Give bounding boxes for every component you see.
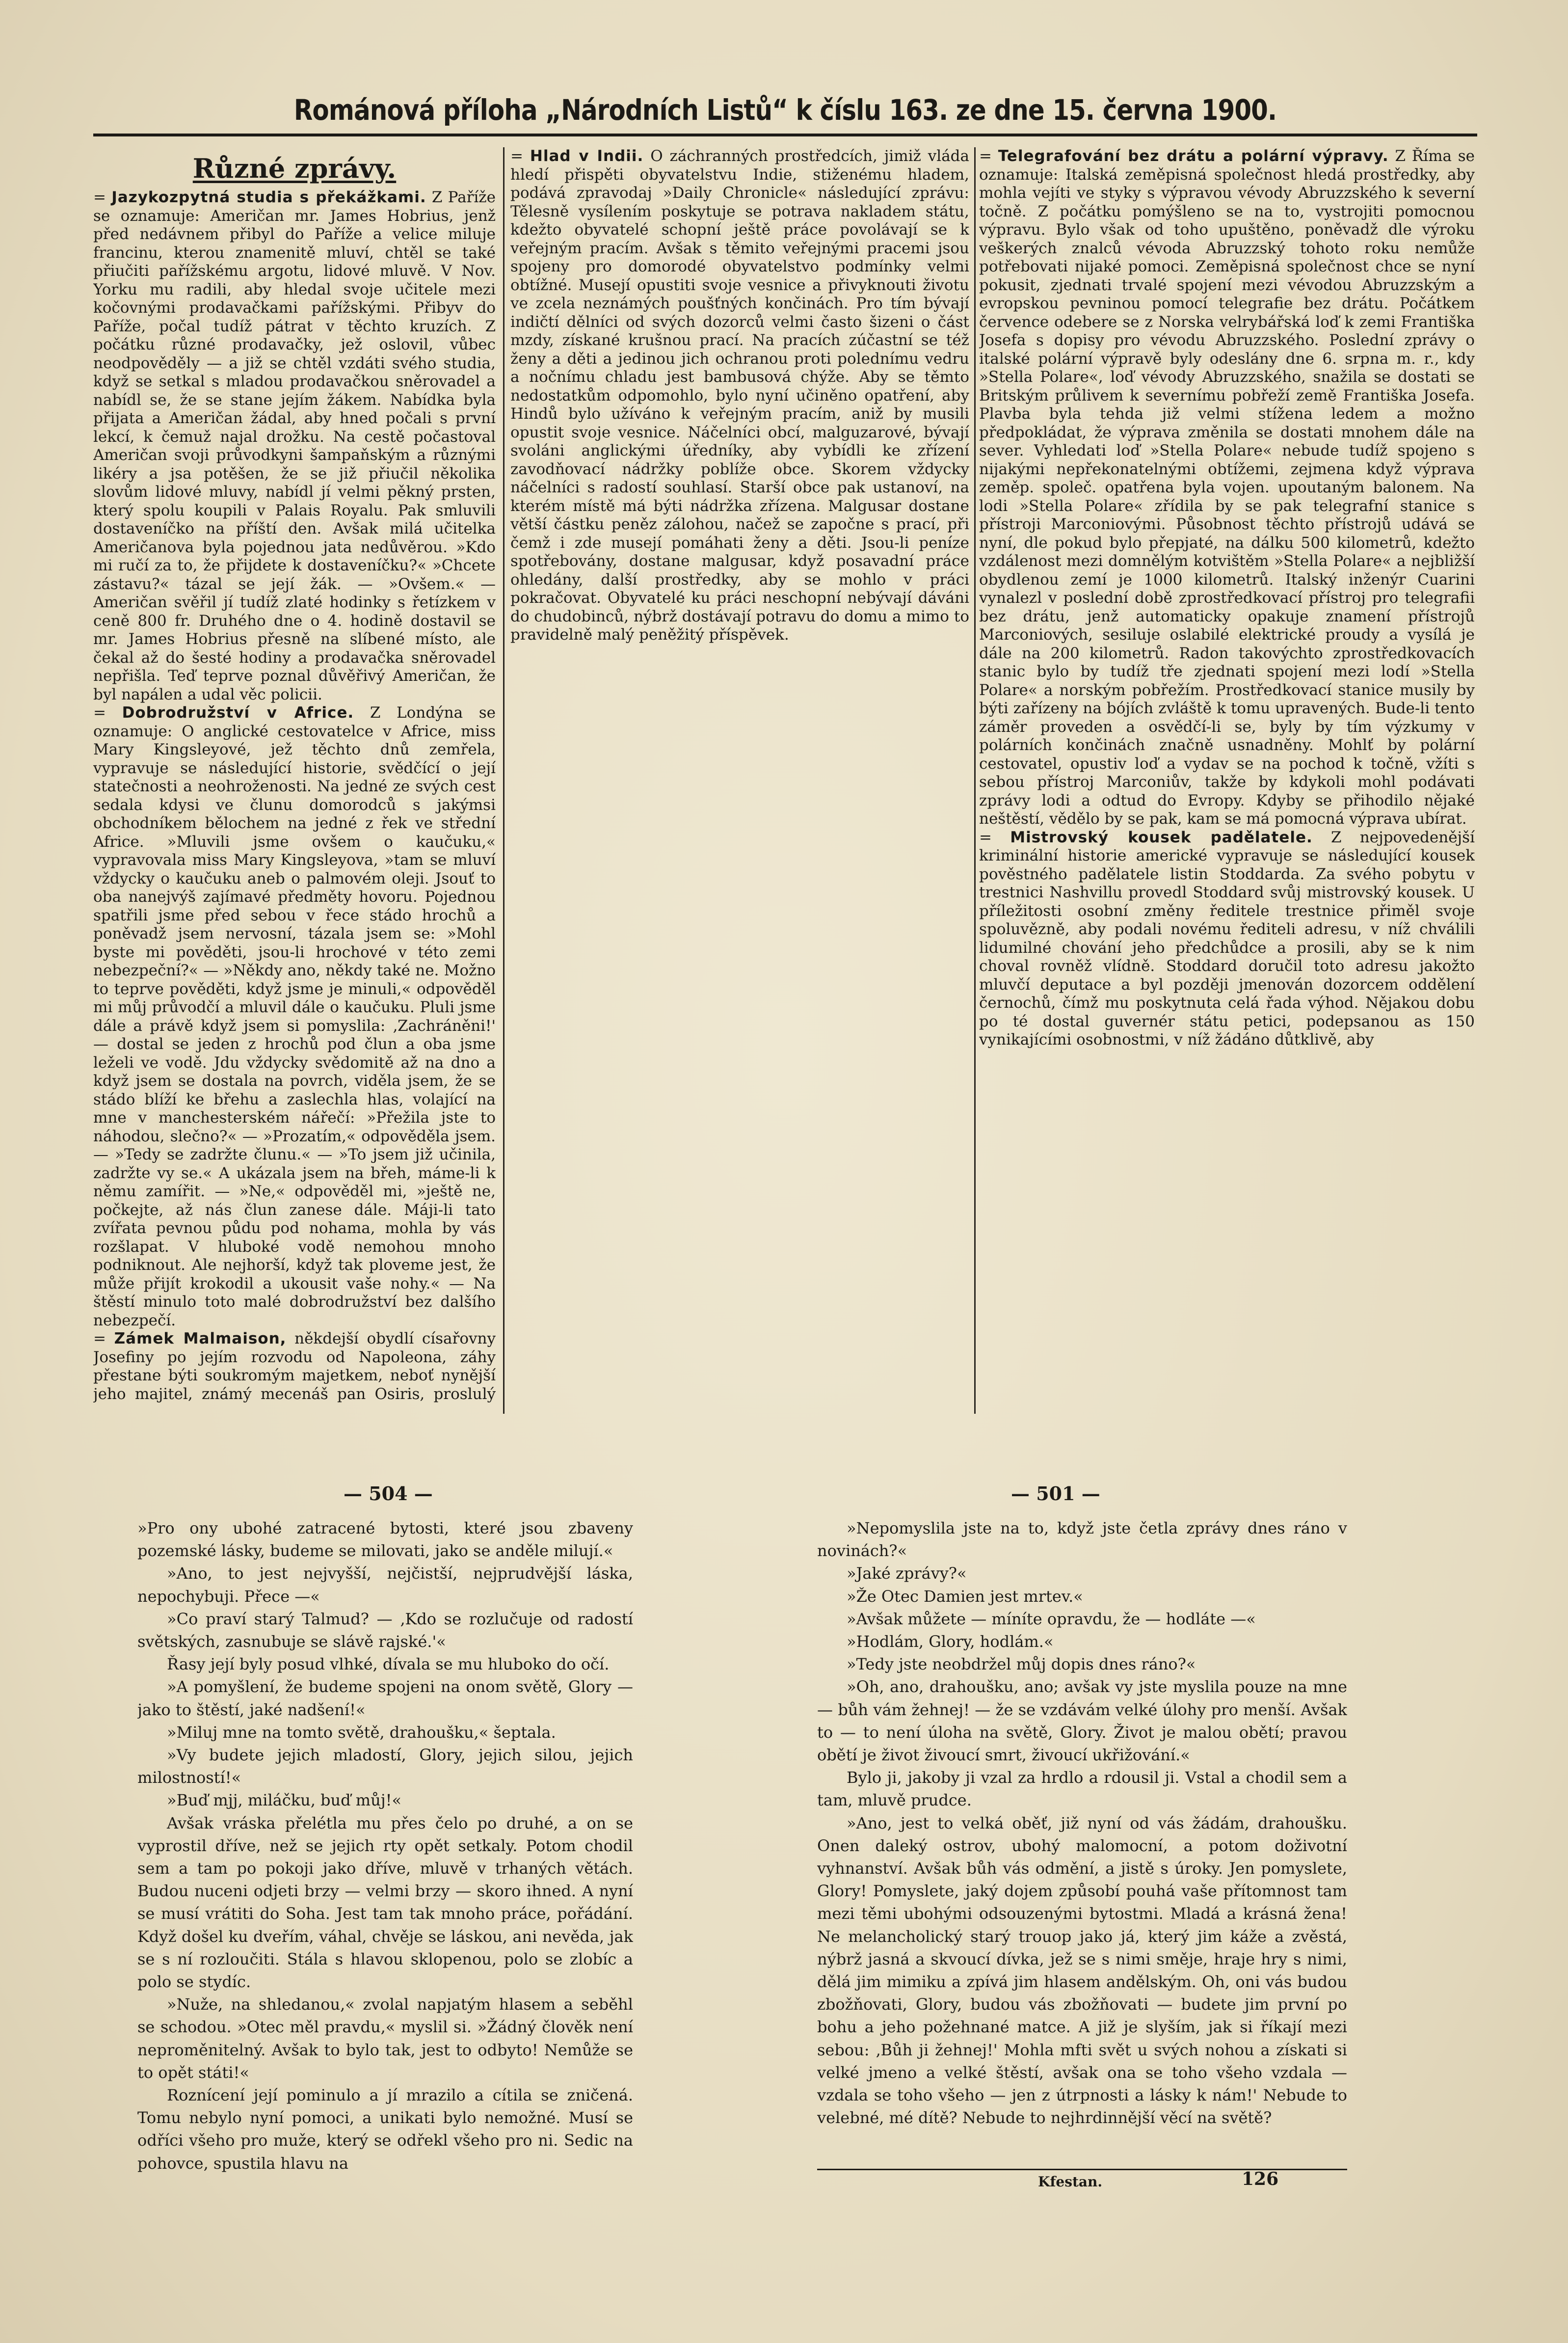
article-5-text: Z Říma se oznamuje: Italská zeměpisná společnost hledá prostředky, aby mohla vejíti ve styky s výpravou vévody Abruzzského k severní točně. Z počátku pomýšleno se na to, vystrojiti pomocnou výpravu. Bylo však od toho upuštěno, poněvadž dle výroku veškerých znalců vévoda Abruzzský tohoto roku nemůže potřebovati nijaké pomoci. Zeměpisná společnost chce se nyní pokusit, zjednati trvalé spojení mezi vévodou Abruzzským a evropskou pevninou pomocí telegrafie bez drátu. Počátkem července odebere se z Norska velrybářská loď k zemi Františka Josefa s dopisy pro vévodu Abruzzského. Poslední zprávy o italské polární výpravě byly odeslány dne 6. srpna m. r., kdy »Stella Polare«, loď vévody Abruzzského, snažila se dostati se Britským průlivem k severnímu pobřeží země Františka Josefa. Plavba byla tehda již velmi stížena ledem a možno předpokládat, že výprava změnila se dostati mnohem dále na sever. Vyhledati loď »Stella Polare« nebude tudíž spojeno s nijakými nepřekonatelnými obtížemi, zejmena když výprava zeměp. společ. opatřena byla vojen. upoutaným balonem. Na lodi »Stella Polare« zřídila by se pak telegrafní stanice s přístroji Marconiovými. Působnost těchto přístrojů udává se nyní, dle pokud bylo přepjaté, na dálku 500 kilometrů, kdežto vzdálenost mezi domnělým kotvištěm »Stella Polare« a nejbližší obydlenou zemí je 1000 kilometrů. Italský inženýr Cuarini vynalezl v poslední době zprostředkovací přístroj pro telegrafii bez drátu, jenž automaticky opakuje znamení přístrojů Marconiových, sesiluje oslabilé elektrické proudy a vysílá je dále na 200 kilometrů. Radon takovýchto zprostředkovacích stanic bylo by tudíž tře zjednati spojení mezi lodí »Stella Polare« a norským pobřežím. Prostředkovací stanice musily by býti zařízeny na bójích zvláště k tomu upravených. Bude-li tento záměr proveden a osvědčí-li se, byly by tím výzkumy v polárních končinách značně usnadněny. Mohlť by polární cestovatel, opustiv loď a vydav se na pochod k točně, vžíti s sebou přístroj Marconiův, takže by kdykoli mohl podávati zprávy lodi a odtud do Evropy. Kdyby se přihodilo nějaké neštěstí, vědělo by se pak, kam se má pomocná výprava ubírat. bbox=[979, 147, 1475, 828]
novel-paragraph: Roznícení její pominulo a jí mrazilo a cítila se zničená. Tomu nebylo nyní pomoci, a unikati bylo nemožné. Musí se odříci všeho pro muže, který se odřekl všeho pro ni. Sedic na pohovce, spustila hlavu na bbox=[137, 2086, 633, 2173]
footer-author: Kfestan. bbox=[1038, 2174, 1103, 2190]
novel-paragraph: »Nepomyslila jste na to, když jste četla zprávy dnes ráno v novinách?« bbox=[817, 1519, 1347, 1561]
news-column-2 bbox=[510, 147, 969, 1404]
novel-paragraph: »Miluj mne na tomto světě, drahoušku,« šeptala. bbox=[167, 1723, 556, 1742]
novel-column-left bbox=[137, 1517, 633, 2194]
article-1-title: Jazykozpytná studia s překážkami. bbox=[111, 189, 426, 206]
novel-paragraph: »Co praví starý Talmud? — ‚Kdo se rozlučuje od radostí světských, zasnubuje se slávě rajské.'« bbox=[137, 1609, 633, 1651]
novel-paragraph: »Nuže, na shledanou,« zvolal napjatým hlasem a seběhl se schodou. »Otec měl pravdu,« myslil si. »Žádný člověk není neproměnitelný. Avšak to bylo tak, jest to odbyto! Nemůže se to opět státi!« bbox=[137, 1995, 633, 2082]
novel-paragraph: Avšak vráska přelétla mu přes čelo po druhé, a on se vyprostil dříve, než se jejich rty opět setkaly. Potom chodil sem a tam po pokoji jako dříve, mluvě v trhaných větách. Budou nuceni odjeti brzy — velmi brzy — skoro ihned. A nyní se musí vrátiti do Soha. Jest tam tak mnoho práce, pořádání. Když došel ku dveřím, váhal, chvěje se láskou, ani nevěda, jak se s ní rozloučiti. Stála s hlavou sklopenou, polo se zlobíc a polo se stydíc. bbox=[137, 1813, 633, 1992]
novel-paragraph: »Hodlám, Glory, hodlám.« bbox=[847, 1632, 1054, 1651]
novel-paragraph: »Že Otec Damien jest mrtev.« bbox=[847, 1587, 1083, 1606]
novel-paragraph: Bylo ji, jakoby ji vzal za hrdlo a rdousil ji. Vstal a chodil sem a tam, mluvě prudce. bbox=[817, 1768, 1347, 1810]
news-column-3 bbox=[979, 147, 1475, 1404]
page-header: Románová příloha „Národních Listů“ k číslu 163. ze dne 15. června 1900. bbox=[293, 93, 1277, 127]
novel-paragraph: »Ano, to jest nejvyšší, nejčistší, nejprudvější láska, nepochybuji. Přece —« bbox=[137, 1564, 633, 1606]
article-6: = Mistrovský kousek padělatele. Z nejpovedenější kriminální historie americké vypravuje se následující kousek pověstného padělatele listin Stoddarda. Za svého pobytu v trestnici Nashvillu provedl Stoddard svůj mistrovský kousek. U příležitosti osobní změny ředitele trestnice přiměl svoje spoluvězně, aby podali novému řediteli adresu, v níž chválili lidumilné chování jeho předchůdce a prosili, aby se k nim choval rovněž vlídně. Stoddard doručil toto adresu jakožto mluvčí deputace a byl později jmenován dozorcem oddělení černochů, čímž mu poskytnuta celá řada výhod. Nějakou dobu po té dostal guvernér státu petici, podepsanou as 150 vynikajícími osobnostmi, v níž žádáno důtklivě, aby bbox=[979, 828, 1475, 1049]
header-rule bbox=[93, 134, 1477, 136]
novel-column-right bbox=[817, 1517, 1347, 2194]
article-1-text: Z Paříže se oznamuje: Američan mr. James Hobrius, jenž před nedávnem přibyl do Paříže a velice miluje francinu, kterou znamenitě mluví, chtěl se také přiučiti pařížskému argotu, lidové mluvě. V Nov. Yorku mu radili, aby hledal svoje učitele mezi kočovnými prodavačkami pařížskými. Přibyv do Paříže, počal tudíž pátrat v těchto kruzích. Z počátku různé prodavačky, jež oslovil, vůbec neodpověděly — a již se chtěl vzdáti svého studia, když se setkal s mladou prodavačkou sněrovadel a nabídl se, že se stane jejím žákem. Nabídka byla přijata a Američan žádal, aby hned počali s první lekcí, k čemuž najal drožku. Na cestě počastoval Američan svoji průvodkyni šampaňským a různými likéry a jsa potěšen, že se již přiučil několika slovům lidové mluvy, nabídl jí velmi pěkný prsten, který spolu koupili v Palais Royalu. Pak smluvili dostaveníčko na příští den. Avšak milá učitelka Američanova byla pojednou jata nedůvěrou. »Kdo mi ručí za to, že přijdete k dostaveníčku?« »Chcete zástavu?« tázal se její žák. — »Ovšem.« — Američan svěřil jí tudíž zlaté hodinky s řetízkem v ceně 800 fr. Druhého dne o 4. hodině dostavil se mr. James Hobrius přesně na slíbené místo, ale čekal až do šesté hodiny a prodavačka sněrovadel nepřišla. Teď teprve poznal důvěřivý Američan, že byl napálen a udal věc policii. bbox=[93, 189, 496, 703]
article-2-text: Z Londýna se oznamuje: O anglické cestovatelce v Africe, miss Mary Kingsleyové, jež těchto dnů zemřela, vypravuje se následující historie, svědčící o její statečnosti a neohroženosti. Na jedné ze svých cest sedala kdysi ve člunu domorodců s jakýmsi obchodníkem bělochem na jedné z řek ve střední Africe. »Mluvili jsme ovšem o kaučuku,« vypravovala miss Mary Kingsleyova, »tam se mluví vždycky o kaučuku aneb o palmovém oleji. Jsouť to oba nanejvýš zajímavé předměty hovoru. Pojednou spatřili jsme před sebou v řece stádo hrochů a poněvadž jsem nervosní, tázala jsem se: »Mohl byste mi pověděti, jsou-li hrochové v této zemi nebezpeční?« — »Někdy ano, někdy také ne. Možno to teprve pověděti, když jsme je minuli,« odpověděl mi můj průvodčí a mluvil dále o kaučuku. Pluli jsme dále a právě když jsem si pomyslila: ‚Zachráněni!' — dostal se jeden z hrochů pod člun a oba jsme leželi ve vodě. Jdu vždycky svědomitě až na dno a když jsem se dostala na povrch, viděla jsem, že se stádo blíží ke břehu a zaslechla hlas, volající na mne v manchesterském nářečí: »Přežila jste to náhodou, slečno?« — »Prozatím,« odpověděla jsem. — »Tedy se zadržte člunu.« — »To jsem již učinila, zadržte vy se.« A ukázala jsem na břeh, máme-li k němu zamířit. — »Ne,« odpověděl mi, »ještě ne, počkejte, až nás člun zanese dále. Máji-li tato zvířata pevnou půdu pod nohama, mohla by vás rozšlapat. V hluboké vodě nemohou mnoho podniknout. Ale nejhorší, když tak ploveme jest, že může přijít krokodil a ukousit vaše nohy.« — Na štěstí minulo toto malé dobrodružství bez dalšího nebezpečí. bbox=[93, 704, 496, 1329]
article-6-text: Z nejpovedenější kriminální historie americké vypravuje se následující kousek pověstného padělatele listin Stoddarda. Za svého pobytu v trestnici Nashvillu provedl Stoddard svůj mistrovský kousek. U příležitosti osobní změny ředitele trestnice přiměl svoje spoluvězně, aby podali novému řediteli adresu, v níž chválili lidumilné chování jeho předchůdce a prosili, aby se k nim choval rovněž vlídně. Stoddard doručil toto adresu jakožto mluvčí deputace a byl později jmenován dozorcem oddělení černochů, čímž mu poskytnuta celá řada výhod. Nějakou dobu po té dostal guvernér státu petici, podepsanou as 150 vynikajícími osobnostmi, v níž žádáno důtklivě, aby bbox=[979, 828, 1475, 1049]
novel-paragraph: »Jaké zprávy?« bbox=[847, 1564, 967, 1583]
novel-paragraph: »Oh, ano, drahoušku, ano; avšak vy jste myslila pouze na mne — bůh vám žehnej! — že se vzdávám velké úlohy pro menší. Avšak to — to není úloha na světě, Glory. Život je malou obětí; pravou obětí je život živoucí smrt, živoucí ukřižování.« bbox=[817, 1677, 1347, 1765]
novel-paragraph: »Tedy jste neobdržel můj dopis dnes ráno?« bbox=[847, 1655, 1196, 1674]
novel-paragraph: Řasy její byly posud vlhké, dívala se mu hluboko do očí. bbox=[167, 1655, 610, 1674]
article-2-title: Dobrodružství v Africe. bbox=[122, 704, 354, 722]
article-3-title: Zámek Malmaison, bbox=[114, 1330, 287, 1347]
novel-paragraph: »Pro ony ubohé zatracené bytosti, které jsou zbaveny pozemské lásky, budeme se milovati, jako se anděle milují.« bbox=[137, 1519, 633, 1561]
page-number-right: — 501 — bbox=[1011, 1482, 1100, 1505]
novel-paragraph: »Ano, jest to velká oběť, již nyní od vás žádám, drahoušku. Onen daleký ostrov, ubohý malomocní, a potom doživotní vyhnanství. Avšak bůh vás odmění, a jistě s úroky. Jen pomyslete, Glory! Pomyslete, jaký dojem způsobí pouhá vaše přítomnost tam mezi těmi ubohými odsouzenými bytostmi. Mladá a krásná žena! Ne melancholický starý trouop jako já, který jim káže a zvěstá, nýbrž jasná a skvoucí dívka, jež se s nimi směje, hraje hry s nimi, dělá jim mimiku a zpívá jim hlasem andělským. Oh, oni vás budou zbožňovati, Glory, budou vás zbožňovati — budete jim první po bohu a jeho požehnané matce. A již je slyším, jak si říkají mezi sebou: ‚Bůh ji žehnej!' Mohla mfti svět u svých nohou a získati si velké jmeno a velké štěstí, avšak ona se toho všeho vzdala — vzdala se toho všeho — jen z útrpnosti a lásky k nám!' Nebude to velebné, mé dítě? Nebude to nejhrdinnější věcí na světě? bbox=[817, 1813, 1347, 2128]
article-4-title: Hlad v Indii. bbox=[530, 147, 644, 165]
footer-sheet-number: 126 bbox=[1242, 2169, 1279, 2189]
page-number-left: — 504 — bbox=[344, 1482, 433, 1505]
novel-paragraph: »Avšak můžete — míníte opravdu, že — hodláte —« bbox=[847, 1609, 1256, 1628]
novel-paragraph: »Vy budete jejich mladostí, Glory, jejich silou, jejich milostností!« bbox=[137, 1746, 633, 1787]
article-4-text: O záchranných prostředcích, jimiž vláda hledí přispěti obyvatelstvu Indie, stiženému hladem, podává zpravodaj »Daily Chronicle« následující zprávu: Tělesně vysílením poskytuje se potrava nakladem státu, kdežto obyvatelé schopní ještě práce povolávají se k veřejným pracím. Avšak s těmito veřejnými pracemi jsou spojeny pro domorodé obyvatelstvo podmínky velmi obtížné. Musejí opustiti svoje vesnice a přivyknouti životu ve zcela neznámých poušťných končinách. Pro tím bývají indičtí dělníci od svých dozorců velmi často šizeni o část mzdy, získané krušnou prací. Na pracích zúčastní se též ženy a děti a jedinou jich ochranou proti polednímu vedru a nočnímu chladu jest bambusová chýže. Aby se těmto nedostatkům odpomohlo, bylo nyní učiněno opatření, aby Hindů bylo užíváno k veřejným pracím, aniž by musili opustit svoje vesnice. Náčelníci obcí, malguzarové, bývají svoláni anglickými úředníky, aby vybídli ke zřízení zavodňovací nádržky poblíže obce. Skorem vždycky náčelníci s radostí souhlasí. Starší obce pak ustanoví, na kterém místě má býti nádržka zřízena. Malgusar dostane větší částku peněz zálohou, načež se započne s prací, při čemž i zde musejí pomáhati ženy a děti. Jsou-li peníze spotřebovány, dostane malgusar, když posavadní práce ohledány, další prostředky, aby se mohlo v práci pokračovat. Obyvatelé ku práci neschopní nebývají dáváni do chudobinců, nýbrž dostávají potravu do domu a mimo to pravidelně malý peněžitý příspěvek. bbox=[510, 147, 969, 644]
article-6-title: Mistrovský kousek padělatele. bbox=[1010, 828, 1313, 846]
article-5-title: Telegrafování bez drátu a polární výpravy. bbox=[998, 147, 1389, 165]
column-divider bbox=[974, 147, 976, 1414]
novel-paragraph: »A pomyšlení, že budeme spojeni na onom světě, Glory — jako to štěstí, jaké nadšení!« bbox=[137, 1677, 633, 1719]
news-column-1 bbox=[93, 147, 496, 1404]
article-3: = Zámek Malmaison, někdejší obydlí císařovny Josefiny po jejím rozvodu od Napoleona, záhy přestane býti soukromým majetkem, neboť nynější jeho majitel, známý mecenáš pan Osiris, proslulý bbox=[93, 1330, 496, 1404]
column-divider bbox=[503, 147, 505, 1414]
section-title: Různé zprávy. bbox=[192, 153, 397, 184]
article-3-text: někdejší obydlí císařovny Josefiny po jejím rozvodu od Napoleona, záhy přestane býti soukromým majetkem, neboť nynější jeho majitel, známý mecenáš pan Osiris, proslulý bbox=[93, 1330, 496, 1403]
article-2: = Dobrodružství v Africe. Z Londýna se oznamuje: O anglické cestovatelce v Africe, miss Mary Kingsleyové, jež těchto dnů zemřela, vypravuje se následující historie, svědčící o její statečnosti a neohroženosti. Na jedné ze svých cest sedala kdysi ve člunu domorodců s jakýmsi obchodníkem bělochem na jedné z řek ve střední Africe. »Mluvili jsme ovšem o kaučuku,« vypravovala miss Mary Kingsleyova, »tam se mluví vždycky o kaučuku aneb o palmovém oleji. Jsouť to oba nanejvýš zajímavé předměty hovoru. Pojednou spatřili jsme před sebou v řece stádo hrochů a poněvadž jsem nervosní, tázala jsem se: »Mohl byste mi pověděti, jsou-li hrochové v této zemi nebezpeční?« — »Někdy ano, někdy také ne. Možno to teprve pověděti, když jsme je minuli,« odpověděl mi můj průvodčí a mluvil dále o kaučuku. Pluli jsme dále a právě když jsem si pomyslila: ‚Zachráněni!' — dostal se jeden z hrochů pod člun a oba jsme leželi ve vodě. Jdu vždycky svědomitě až na dno a když jsem se dostala na povrch, viděla jsem, že se stádo blíží ke břehu a zaslechla hlas, volající na mne v manchesterském nářečí: »Přežila jste to náhodou, slečno?« — »Prozatím,« odpověděla jsem. — »Tedy se zadržte člunu.« — »To jsem již učinila, zadržte vy se.« A ukázala jsem na břeh, máme-li k němu zamířit. — »Ne,« odpověděl mi, »ještě ne, počkejte, až nás člun zanese dále. Máji-li tato zvířata pevnou půdu pod nohama, mohla by vás rozšlapat. V hluboké vodě nemohou mnoho podniknout. Ale nejhorší, když tak ploveme jest, že může přijít krokodil a ukousit vaše nohy.« — Na štěstí minulo toto malé dobrodružství bez dalšího nebezpečí. bbox=[93, 704, 496, 1329]
article-4: = Hlad v Indii. O záchranných prostředcích, jimiž vláda hledí přispěti obyvatelstvu Indie, stiženému hladem, podává zpravodaj »Daily Chronicle« následující zprávu: Tělesně vysílením poskytuje se potrava nakladem státu, kdežto obyvatelé schopní ještě práce povolávají se k veřejným pracím. Avšak s těmito veřejnými pracemi jsou spojeny pro domorodé obyvatelstvo podmínky velmi obtížné. Musejí opustiti svoje vesnice a přivyknouti životu ve zcela neznámých poušťných končinách. Pro tím bývají indičtí dělníci od svých dozorců velmi často šizeni o část mzdy, získané krušnou prací. Na pracích zúčastní se též ženy a děti a jedinou jich ochranou proti polednímu vedru a nočnímu chladu jest bambusová chýže. Aby se těmto nedostatkům odpomohlo, bylo nyní učiněno opatření, aby Hindů bylo užíváno k veřejným pracím, aniž by musili opustit svoje vesnice. Náčelníci obcí, malguzarové, bývají svoláni anglickými úředníky, aby vybídli ke zřízení zavodňovací nádržky poblíže obce. Skorem vždycky náčelníci s radostí souhlasí. Starší obce pak ustanoví, na kterém místě má býti nádržka zřízena. Malgusar dostane větší částku peněz zálohou, načež se započne s prací, při čemž i zde musejí pomáhati ženy a děti. Jsou-li peníze spotřebovány, dostane malgusar, když posavadní práce ohledány, další prostředky, aby se mohlo v práci pokračovat. Obyvatelé ku práci neschopní nebývají dáváni do chudobinců, nýbrž dostávají potravu do domu a mimo to pravidelně malý peněžitý příspěvek. bbox=[510, 147, 969, 644]
article-5: = Telegrafování bez drátu a polární výpravy. Z Říma se oznamuje: Italská zeměpisná společnost hledá prostředky, aby mohla vejíti ve styky s výpravou vévody Abruzzského k severní točně. Z počátku pomýšleno se na to, vystrojiti pomocnou výpravu. Bylo však od toho upuštěno, poněvadž dle výroku veškerých znalců vévoda Abruzzský tohoto roku nemůže potřebovati nijaké pomoci. Zeměpisná společnost chce se nyní pokusit, zjednati trvalé spojení mezi vévodou Abruzzským a evropskou pevninou pomocí telegrafie bez drátu. Počátkem července odebere se z Norska velrybářská loď k zemi Františka Josefa s dopisy pro vévodu Abruzzského. Poslední zprávy o italské polární výpravě byly odeslány dne 6. srpna m. r., kdy »Stella Polare«, loď vévody Abruzzského, snažila se dostati se Britským průlivem k severnímu pobřeží země Františka Josefa. Plavba byla tehda již velmi stížena ledem a možno předpokládat, že výprava změnila se dostati mnohem dále na sever. Vyhledati loď »Stella Polare« nebude tudíž spojeno s nijakými nepřekonatelnými obtížemi, zejmena když výprava zeměp. společ. opatřena byla vojen. upoutaným balonem. Na lodi »Stella Polare« zřídila by se pak telegrafní stanice s přístroji Marconiovými. Působnost těchto přístrojů udává se nyní, dle pokud bylo přepjaté, na dálku 500 kilometrů, kdežto vzdálenost mezi domnělým kotvištěm »Stella Polare« a nejbližší obydlenou zemí je 1000 kilometrů. Italský inženýr Cuarini vynalezl v poslední době zprostředkovací přístroj pro telegrafii bez drátu, jenž automaticky opakuje znamení přístrojů Marconiových, sesiluje oslabilé elektrické proudy a vysílá je dále na 200 kilometrů. Radon takovýchto zprostředkovacích stanic bylo by tudíž tře zjednati spojení mezi lodí »Stella Polare« a norským pobřežím. Prostředkovací stanice musily by býti zařízeny na bójích zvláště k tomu upravených. Bude-li tento záměr proveden a osvědčí-li se, byly by tím výzkumy v polárních končinách značně usnadněny. Mohlť by polární cestovatel, opustiv loď a vydav se na pochod k točně, vžíti s sebou přístroj Marconiův, takže by kdykoli mohl podávati zprávy lodi a odtud do Evropy. Kdyby se přihodilo nějaké neštěstí, vědělo by se pak, kam se má pomocná výprava ubírat. bbox=[979, 147, 1475, 828]
article-1: = Jazykozpytná studia s překážkami. Z Paříže se oznamuje: Američan mr. James Hobrius, jenž před nedávnem přibyl do Paříže a velice miluje francinu, kterou znamenitě mluví, chtěl se také přiučiti pařížskému argotu, lidové mluvě. V Nov. Yorku mu radili, aby hledal svoje učitele mezi kočovnými prodavačkami pařížskými. Přibyv do Paříže, počal tudíž pátrat v těchto kruzích. Z počátku různé prodavačky, jež oslovil, vůbec neodpověděly — a již se chtěl vzdáti svého studia, když se setkal s mladou prodavačkou sněrovadel a nabídl se, že se stane jejím žákem. Nabídka byla přijata a Američan žádal, aby hned počali s první lekcí, k čemuž najal drožku. Na cestě počastoval Američan svoji průvodkyni šampaňským a různými likéry a jsa potěšen, že se již přiučil několika slovům lidové mluvy, nabídl jí velmi pěkný prsten, který spolu koupili v Palais Royalu. Pak smluvili dostaveníčko na příští den. Avšak milá učitelka Američanova byla pojednou jata nedůvěrou. »Kdo mi ručí za to, že přijdete k dostaveníčku?« »Chcete zástavu?« tázal se její žák. — »Ovšem.« — Američan svěřil jí tudíž zlaté hodinky s řetízkem v ceně 800 fr. Druhého dne o 4. hodině dostavil se mr. James Hobrius přesně na slíbené místo, ale čekal až do šesté hodiny a prodavačka sněrovadel nepřišla. Teď teprve poznal důvěřivý Američan, že byl napálen a udal věc policii. bbox=[93, 189, 496, 703]
novel-paragraph: »Buď mjj, miláčku, buď můj!« bbox=[167, 1791, 402, 1810]
